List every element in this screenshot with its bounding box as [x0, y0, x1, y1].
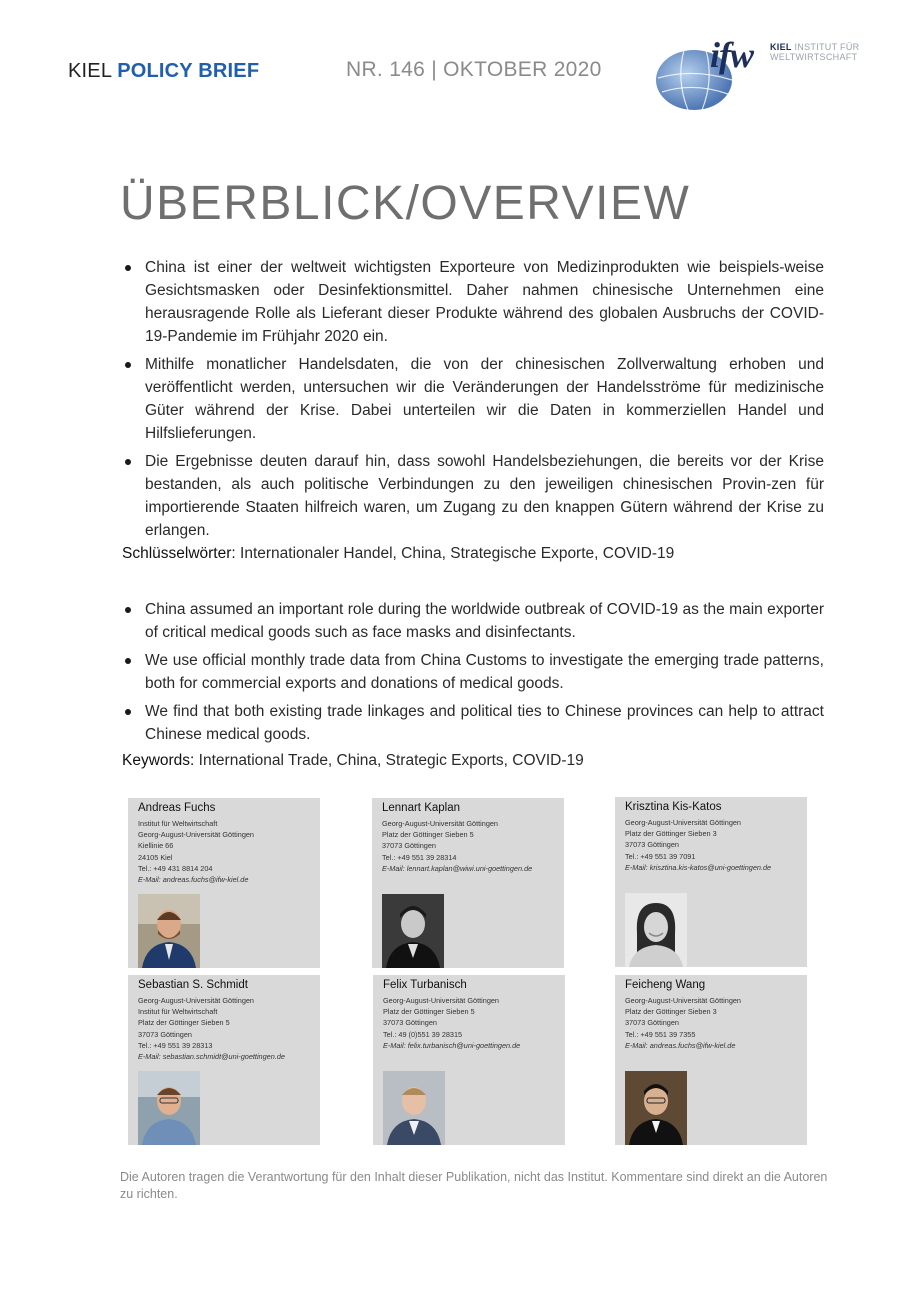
author-name: Sebastian S. Schmidt [138, 979, 248, 991]
author-name: Lennart Kaplan [382, 802, 461, 814]
author-email: E-Mail: lennart.kaplan@wiwi.uni-goettingen.de [382, 863, 533, 873]
logo-institute: KIEL INSTITUT FÜR WELTWIRTSCHAFT [770, 42, 860, 62]
author-photo [625, 1071, 687, 1145]
author-email: E-Mail: sebastian.schmidt@uni-goettingen.de [138, 1052, 285, 1062]
author-card-kis-katos [615, 797, 807, 967]
author-email: E-Mail: andreas.fuchs@ifw-kiel.de [138, 875, 249, 885]
author-card-wang [615, 975, 807, 1145]
bullet-icon [125, 265, 131, 271]
list-item: Mithilfe monatlicher Handelsdaten, die von der chinesischen Zollverwaltung erhoben und veröffentlicht werden, untersuchen wir die Veränderungen der Handelsströme für medizinische Güter während der Krise. Dabei unterteilen wir die Daten in kommerziellen Handel und Hilfslieferungen. [122, 353, 824, 445]
author-card-turbanisch [373, 975, 565, 1145]
author-photo [138, 894, 200, 968]
author-contact: Institut für Weltwirtschaft Georg-August-Universität Göttingen Kiellinie 66 24105 Kiel Tel.: +49 431 8814 204 E-Mail: andreas.fuchs@ifw-kiel.de [138, 819, 254, 885]
bullet-icon [125, 459, 131, 465]
author-name: Felix Turbanisch [383, 979, 467, 991]
bullet-icon [125, 658, 131, 664]
bullet-icon [125, 362, 131, 368]
list-item: We use official monthly trade data from China Customs to investigate the emerging trade patterns, both for commercial exports and donations of medical goods. [122, 649, 824, 695]
author-photo [383, 1071, 445, 1145]
disclaimer-note: Die Autoren tragen die Verantwortung für den Inhalt dieser Publikation, nicht das Institut. Kommentare sind direkt an die Autoren zu richten. [120, 1170, 828, 1201]
author-contact: Georg-August-Universität Göttingen Platz der Göttinger Sieben 3 37073 Göttingen Tel.: +49 551 39 7355 E-Mail: andreas.fuchs@ifw-kiel.de [625, 996, 741, 1050]
author-contact: Georg-August-Universität Göttingen Platz der Göttinger Sieben 5 37073 Göttingen Tel.: +49 551 39 28314 E-Mail: lennart.kaplan@wiwi.uni-goettingen.de [382, 819, 533, 873]
logo-mark: ifw [710, 35, 754, 75]
author-contact: Georg-August-Universität Göttingen Platz der Göttinger Sieben 3 37073 Göttingen Tel.: +49 551 39 7091 E-Mail: krisztina.kis-katos@uni-goettingen.de [625, 818, 772, 872]
author-photo [625, 893, 687, 967]
author-photo [138, 1071, 200, 1145]
author-name: Andreas Fuchs [138, 802, 216, 814]
brand-accent: POLICY BRIEF [117, 60, 260, 82]
author-card-kaplan [372, 798, 564, 968]
ifw-logo [654, 28, 870, 112]
issue-number: NR. 146 | OKTOBER 2020 [346, 58, 602, 81]
author-contact: Georg-August-Universität Göttingen Institut für Weltwirtschaft Platz der Göttinger Sieben 5 37073 Göttingen Tel.: +49 551 39 28313 E-Mail: sebastian.schmidt@uni-goettingen.de [138, 996, 285, 1062]
list-item: We find that both existing trade linkages and political ties to Chinese provinces can help to attract Chinese medical goods. [122, 700, 824, 746]
author-name: Krisztina Kis-Katos [625, 801, 722, 813]
author-email: E-Mail: krisztina.kis-katos@uni-goettingen.de [625, 862, 772, 872]
english-keywords: Keywords: International Trade, China, Strategic Exports, COVID-19 [122, 752, 584, 769]
author-card-fuchs [128, 798, 320, 968]
english-summary-list [122, 598, 824, 751]
author-email: E-Mail: felix.turbanisch@uni-goettingen.de [383, 1040, 521, 1050]
list-item: China ist einer der weltweit wichtigsten Exporteure von Medizinprodukten wie beispiels-weise Gesichtsmasken oder Desinfektionsmittel. Daher nahmen chinesische Unternehmen eine herausragende Rolle als Lieferant dieser Produkte während des globalen Ausbruchs der COVID-19-Pandemie im Frühjahr 2020 ein. [122, 256, 824, 348]
list-item: China assumed an important role during the worldwide outbreak of COVID-19 as the main exporter of critical medical goods such as face masks and disinfectants. [122, 598, 824, 644]
author-contact: Georg-August-Universität Göttingen Platz der Göttinger Sieben 5 37073 Göttingen Tel.: 49 (0)551 39 28315 E-Mail: felix.turbanisch@uni-goettingen.de [383, 996, 521, 1050]
brand-prefix: KIEL [68, 60, 118, 82]
brand-title [68, 60, 259, 83]
bullet-icon [125, 607, 131, 613]
german-summary-list [122, 256, 824, 547]
author-photo [382, 894, 444, 968]
list-item: Die Ergebnisse deuten darauf hin, dass sowohl Handelsbeziehungen, die bereits vor der Krise bestanden, als auch politische Verbindungen zu den jeweiligen chinesischen Provin-zen für importierende Staaten hilfreich waren, um Zugang zu den knappen Gütern während der Krise zu erlangen. [122, 450, 824, 542]
author-email: E-Mail: andreas.fuchs@ifw-kiel.de [625, 1040, 736, 1050]
page-title: ÜBERBLICK/OVERVIEW [120, 177, 691, 230]
bullet-icon [125, 709, 131, 715]
author-name: Feicheng Wang [625, 979, 706, 991]
author-card-schmidt [128, 975, 320, 1145]
german-keywords: Schlüsselwörter: Internationaler Handel, China, Strategische Exporte, COVID-19 [122, 545, 675, 562]
